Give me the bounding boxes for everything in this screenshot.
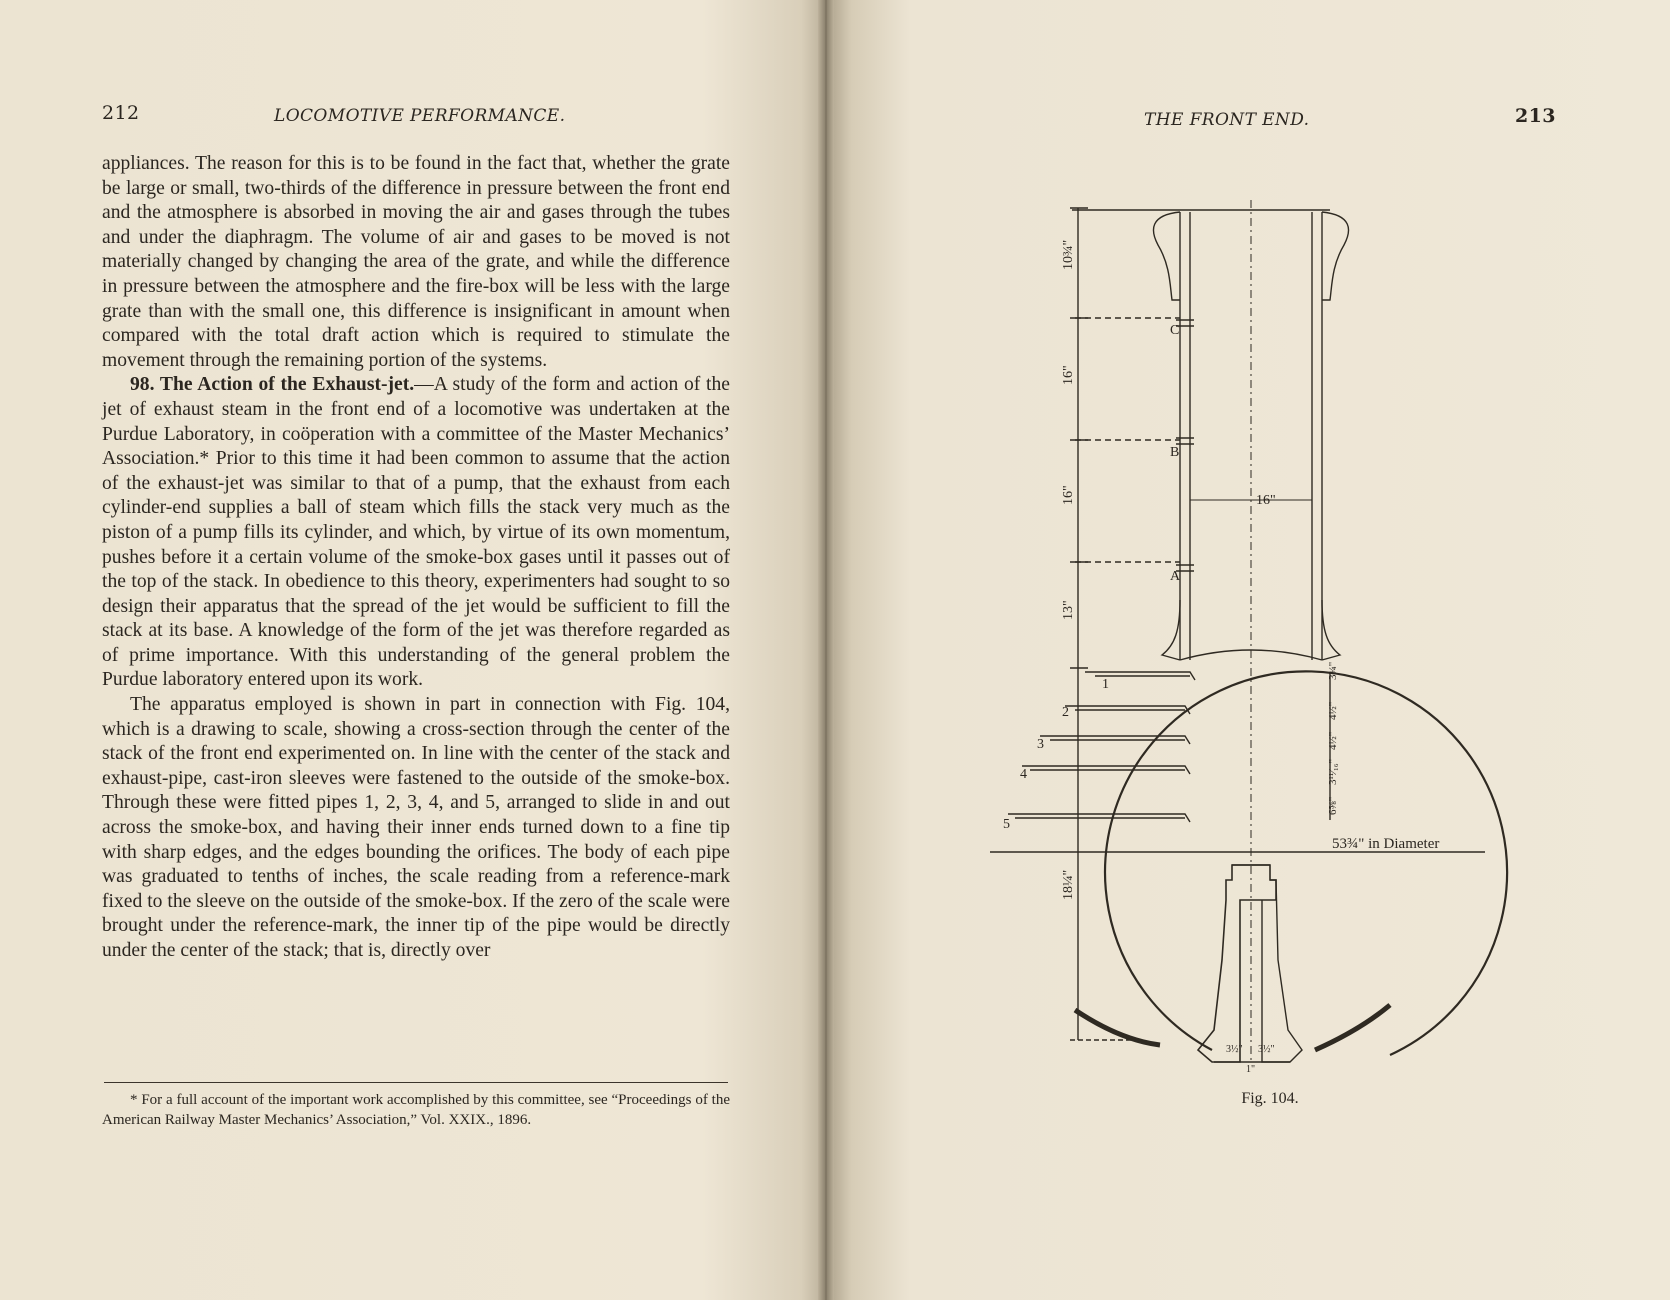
right-running-head: THE FRONT END. [1144,110,1310,130]
stack-width-dim: 16" [1256,493,1276,508]
left-page-number: 212 [102,102,140,124]
right-page-number: 213 [1515,105,1556,127]
paragraph-3: The apparatus employed is shown in part in connection with Fig. 104, which is a drawing to scale, showing a cross-section through the center of the stack of the front end experimented on. In line with the center of the stack and exhaust-pipe, cast-iron sleeves were fastened to the outside of the smoke-box. Through these were fitted pipes 1, 2, 3, 4, and 5, arranged to slide in and out across the smoke-box, and having their inner ends turned down to a fine tip with sharp edges, and the edges bounding the orifices. The body of each pipe was graduated to tenths of inches, the scale reading from a reference-mark fixed to the sleeve on the outside of the smoke-box. If the zero of the scale were brought under the reference-mark, the inner tip of the pipe would be directly under the center of the stack; that is, directly over [102,694,730,961]
right-dim-3: 4½" [1327,731,1339,750]
right-dim-4: 3¹¹⁄₁₆" [1327,758,1339,785]
station-label-c: C [1170,323,1180,338]
right-dim-1: 3¾" [1327,661,1339,680]
pipe-label-2: 2 [1062,705,1069,720]
figure-caption: Fig. 104. [1241,1090,1299,1107]
left-running-head: LOCOMOTIVE PERFORMANCE. [274,106,566,126]
nozzle-dim-3: 1" [1246,1064,1256,1075]
station-label-a: A [1170,569,1181,584]
left-dim-5: 18¼" [1061,869,1076,900]
right-dim-5: 6⅝" [1327,796,1339,815]
nozzle-dim-1: 3½" [1226,1044,1243,1055]
pipe-label-3: 3 [1037,737,1044,752]
pipe-label-1: 1 [1102,677,1109,692]
station-label-b: B [1170,445,1180,460]
diameter-label: 53¾" in Diameter [1332,836,1440,852]
paragraph-2-text: —A study of the form and action of the jet of exhaust steam in the front end of a locomotive was undertaken at the Purdue Laboratory, in coöperation with a committee of the Master Mechanics’ Association.* Prior to this time it had been common to assume that the action of the exhaust-jet was similar to that of a pump, that the exhaust from each cylinder-end supplies a ball of steam which fills the stack very much as the piston of a pump fills its cylinder, and which, by virtue of its own momentum, pushes before it a certain volume of the smoke-box gases until it passes out of the top of the stack. In obedience to this theory, experimenters had sought to so design their apparatus that the spread of the jet would be sufficient to fill the stack at its base. A knowledge of the form of the jet was therefore regarded as of prime importance. With this understanding of the general problem the Purdue laboratory entered upon its work. [102,374,730,691]
left-dim-1: 10¾" [1061,239,1076,270]
left-dim-4: 13" [1061,600,1076,620]
left-dim-2: 16" [1061,365,1076,385]
pipe-label-4: 4 [1020,767,1027,782]
right-dim-2: 4½" [1327,701,1339,720]
section-heading: 98. The Action of the Exhaust-jet. [130,374,415,396]
pipe-label-5: 5 [1003,817,1010,832]
left-dim-3: 16" [1061,485,1076,505]
footnote: * For a full account of the important work accomplished by this committee, see “Proceedings of the American Railway Master Mechanics’ Association,” Vol. XXIX., 1896. [102,1092,730,1128]
paragraph-1: appliances. The reason for this is to be found in the fact that, whether the grate be large or small, two-thirds of the difference in pressure between the front end and the atmosphere is absorbed in moving the air and gases through the tubes and under the diaphragm. The volume of air and gases to be moved is not materially changed by changing the area of the grate, and while the difference in pressure between the atmosphere and the fire-box will be less with the large grate than with the small one, this difference is insignificant in amount when compared with the total draft action which is required to stimulate the movement through the remaining portion of the systems. [102,153,730,371]
nozzle-dim-2: 3½" [1258,1044,1275,1055]
